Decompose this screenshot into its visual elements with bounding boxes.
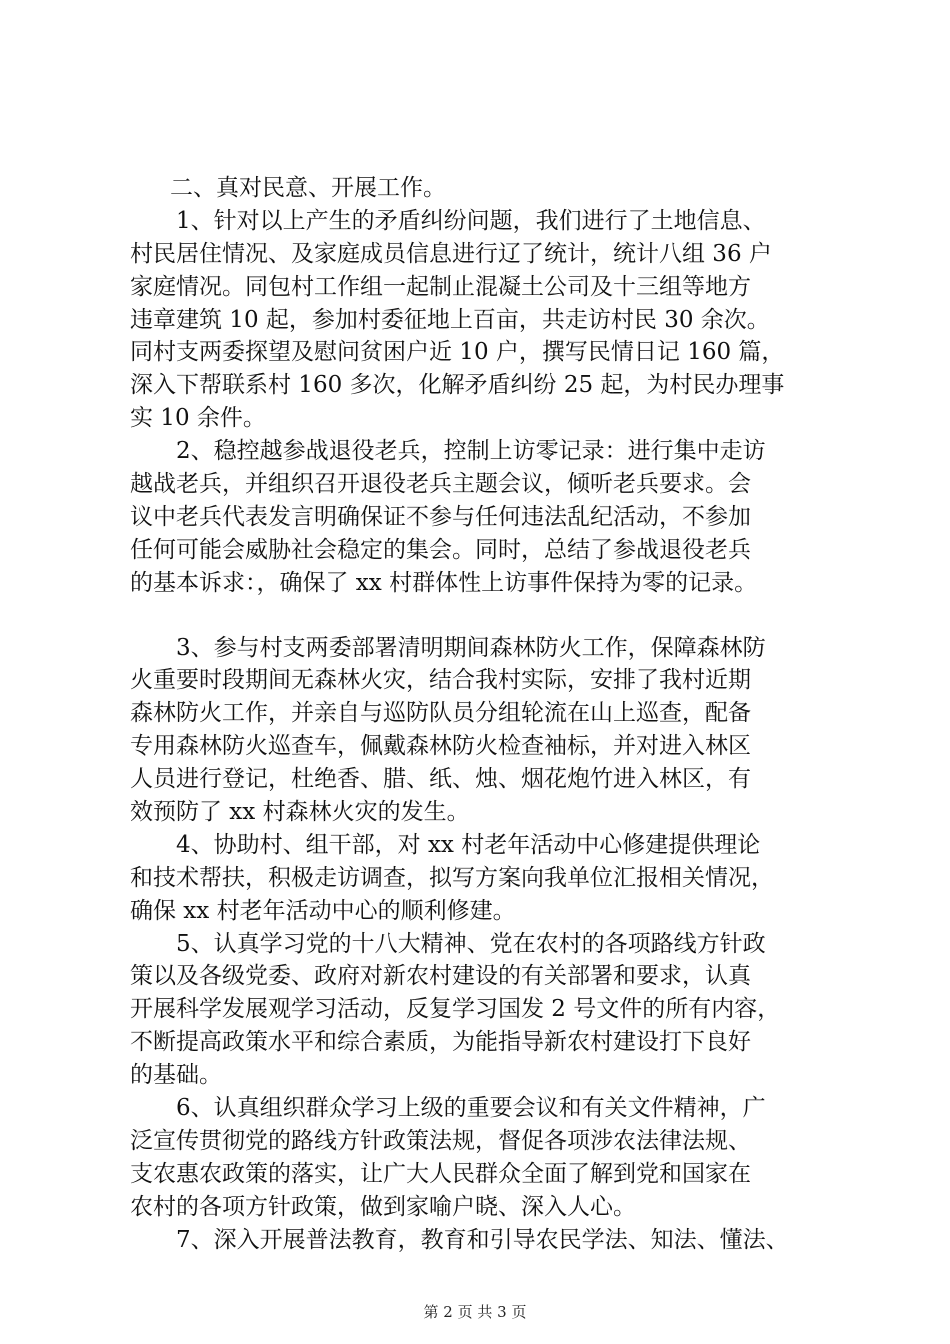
- paragraph-6-line: 支农惠农政策的落实，让广大人民群众全面了解到党和国家在: [130, 1160, 751, 1187]
- paragraph-2-line: 的基本诉求：，确保了 xx 村群体性上访事件保持为零的记录。: [130, 569, 758, 596]
- paragraph-4-line: 4、协助村、组干部，对 xx 村老年活动中心修建提供理论: [176, 831, 761, 858]
- paragraph-6-line: 6、认真组织群众学习上级的重要会议和有关文件精神，广: [176, 1095, 766, 1122]
- paragraph-7-line: 7、深入开展普法教育，教育和引导农民学法、知法、懂法、: [176, 1226, 789, 1253]
- paragraph-3-line: 专用森林防火巡查车，佩戴森林防火检查袖标，并对进入林区: [130, 733, 751, 760]
- paragraph-gap: [130, 600, 830, 632]
- paragraph-1-line: 违章建筑 10 起，参加村委征地上百亩，共走访村民 30 余次。: [130, 306, 770, 333]
- paragraph-2-line: 议中老兵代表发言明确保证不参与任何违法乱纪活动，不参加: [130, 503, 751, 530]
- paragraph-1-line: 1、针对以上产生的矛盾纠纷问题，我们进行了土地信息、: [176, 207, 766, 234]
- paragraph-6-line: 泛宣传贯彻党的路线方针政策法规，督促各项涉农法律法规、: [130, 1127, 751, 1154]
- paragraph-5-line: 5、认真学习党的十八大精神、党在农村的各项路线方针政: [176, 930, 766, 957]
- paragraph-3-line: 森林防火工作，并亲自与巡防队员分组轮流在山上巡查，配备: [130, 700, 751, 727]
- paragraph-4-line: 确保 xx 村老年活动中心的顺利修建。: [130, 897, 516, 924]
- paragraph-5-line: 策以及各级党委、政府对新农村建设的有关部署和要求，认真: [130, 963, 751, 990]
- paragraph-3-line: 效预防了 xx 村森林火灾的发生。: [130, 799, 470, 826]
- paragraph-3-line: 人员进行登记，杜绝香、腊、纸、烛、烟花炮竹进入林区，有: [130, 766, 751, 793]
- paragraph-1-line: 村民居住情况、及家庭成员信息进行辽了统计，统计八组 36 户: [130, 240, 772, 267]
- paragraph-5-line: 的基础。: [130, 1062, 222, 1089]
- page-footer: 第 2 页 共 3 页: [423, 1303, 527, 1321]
- paragraph-5-line: 开展科学发展观学习活动，反复学习国发 2 号文件的所有内容，: [130, 996, 781, 1023]
- paragraph-5-line: 不断提高政策水平和综合素质，为能指导新农村建设打下良好: [130, 1029, 751, 1056]
- paragraph-1-line: 实 10 余件。: [130, 405, 266, 432]
- paragraph-1-line: 深入下帮联系村 160 多次，化解矛盾纠纷 25 起，为村民办理事: [130, 372, 785, 399]
- document-body: [130, 172, 830, 1257]
- section-heading: 二、真对民意、开展工作。: [170, 175, 446, 201]
- paragraph-3-line: 3、参与村支两委部署清明期间森林防火工作，保障森林防: [176, 634, 766, 661]
- paragraph-4-line: 和技术帮扶，积极走访调查，拟写方案向我单位汇报相关情况，: [130, 864, 774, 891]
- paragraph-6-line: 农村的各项方针政策，做到家喻户晓、深入人心。: [130, 1193, 636, 1220]
- paragraph-1-line: 同村支两委探望及慰问贫困户近 10 户，撰写民情日记 160 篇，: [130, 339, 785, 366]
- paragraph-3-line: 火重要时段期间无森林火灾，结合我村实际，安排了我村近期: [130, 667, 751, 694]
- paragraph-1-line: 家庭情况。同包村工作组一起制止混凝土公司及十三组等地方: [130, 273, 751, 300]
- paragraph-2-line: 2、稳控越参战退役老兵，控制上访零记录：进行集中走访: [176, 438, 766, 465]
- paragraph-2-line: 越战老兵，并组织召开退役老兵主题会议，倾听老兵要求。会: [130, 471, 751, 498]
- paragraph-2-line: 任何可能会威胁社会稳定的集会。同时，总结了参战退役老兵: [130, 536, 751, 563]
